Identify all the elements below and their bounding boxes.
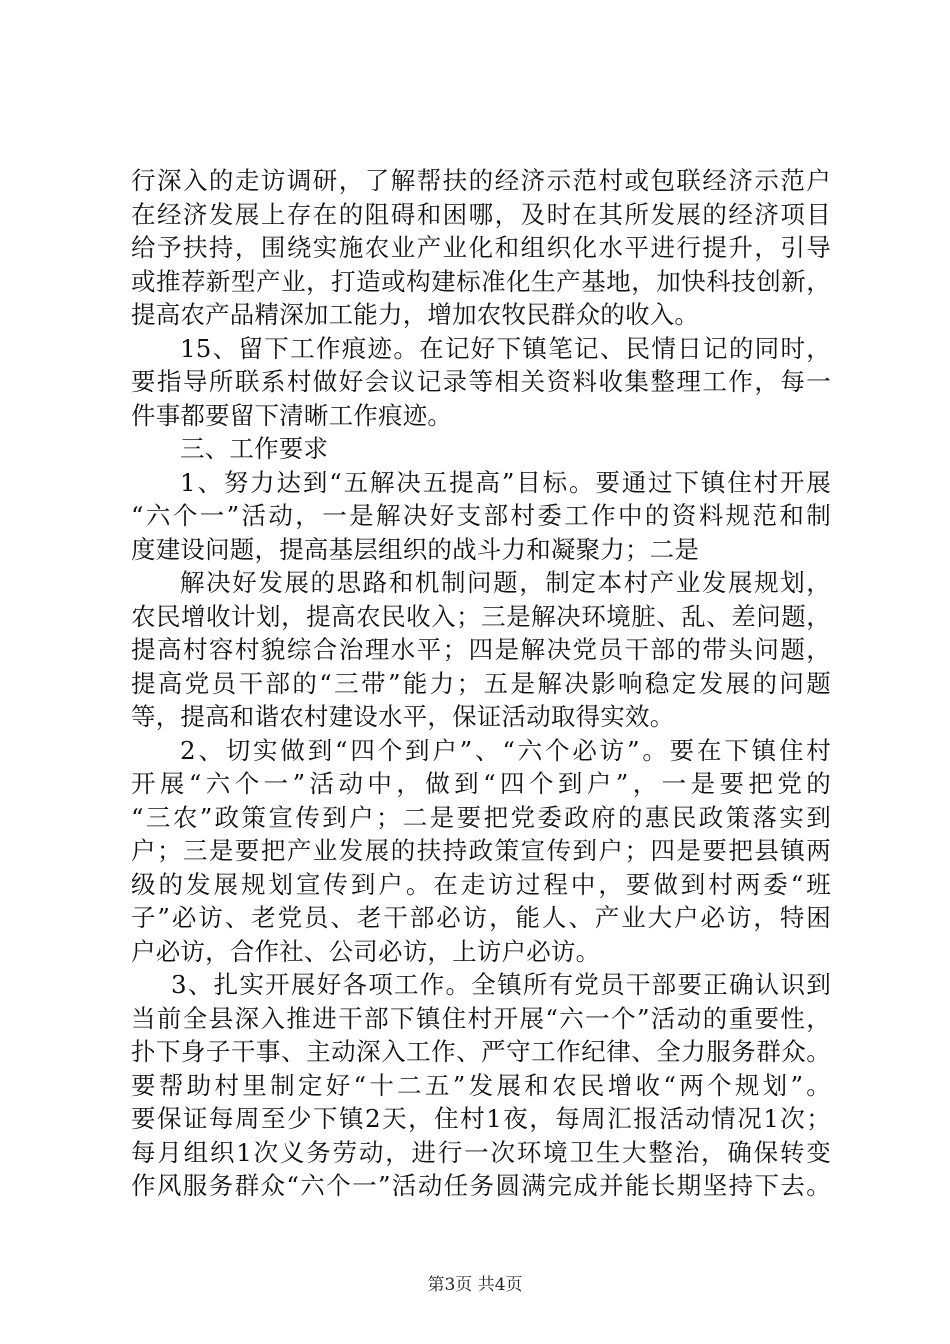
text-line: 户必访，合作社、公司必访，上访户必访。 <box>131 936 601 966</box>
text-line: 子”必访、老党员、老干部必访，能人、产业大户必访，特困 <box>131 903 831 932</box>
text-line: 当前全县深入推进干部下镇住村开展“六一个”活动的重要性， <box>131 1003 831 1033</box>
text-line: 件事都要留下清晰工作痕迹。 <box>131 400 453 430</box>
text-line: 作风服务群众“六个一”活动任务圆满完成并能长期坚持下去。 <box>131 1171 831 1200</box>
text-line: 或推荐新型产业，打造或构建标准化生产基地，加快科技创新， <box>131 266 831 296</box>
text-line: 开展“六个一”活动中，做到“四个到户”，一是要把党的 <box>131 769 831 798</box>
text-line: 给予扶持，围绕实施农业产业化和组织化水平进行提升，引导 <box>131 233 831 262</box>
text-line: 户；三是要把产业发展的扶持政策宣传到户；四是要把县镇两 <box>131 836 831 865</box>
document-body <box>131 164 831 1203</box>
text-line: 提高村容村貌综合治理水平；四是解决党员干部的带头问题， <box>131 635 831 664</box>
text-line: 农民增收计划，提高农民收入；三是解决环境脏、乱、差问题， <box>131 601 831 631</box>
text-line: 行深入的走访调研，了解帮扶的经济示范村或包联经济示范户 <box>131 166 831 195</box>
text-line: “六个一”活动，一是解决好支部村委工作中的资料规范和制 <box>131 501 831 530</box>
text-line: 度建设问题，提高基层组织的战斗力和凝聚力；二是 <box>131 534 700 564</box>
text-line: 在经济发展上存在的阻碍和困哪，及时在其所发展的经济项目 <box>131 199 831 229</box>
text-line: 要保证每周至少下镇2天，住村1夜，每周汇报活动情况1次； <box>131 1104 831 1133</box>
section-heading: 三、工作要求 <box>180 434 329 463</box>
text-line: 要指导所联系村做好会议记录等相关资料收集整理工作，每一 <box>131 367 831 396</box>
paragraph-start-line: 3、扎实开展好各项工作。全镇所有党员干部要正确认识到 <box>171 970 831 999</box>
text-line: 提高农产品精深加工能力，增加农牧民群众的收入。 <box>131 300 700 329</box>
text-line: 每月组织1次义务劳动，进行一次环境卫生大整治，确保转变 <box>131 1137 831 1167</box>
page-number-label: 第3页 共4页 <box>427 1275 523 1295</box>
text-line: 要帮助村里制定好“十二五”发展和农民增收“两个规划”。 <box>131 1070 831 1100</box>
text-line: 级的发展规划宣传到户。在走访过程中，要做到村两委“班 <box>131 869 831 899</box>
paragraph-start-line: 解决好发展的思路和机制问题，制定本村产业发展规划， <box>180 568 831 597</box>
text-line: “三农”政策宣传到户；二是要把党委政府的惠民政策落实到 <box>131 802 831 832</box>
paragraph-start-line: 1、努力达到“五解决五提高”目标。要通过下镇住村开展 <box>180 467 831 497</box>
paragraph-start-line: 15、留下工作痕迹。在记好下镇笔记、民情日记的同时， <box>180 333 831 363</box>
paragraph-start-line: 2、切实做到“四个到户”、“六个必访”。要在下镇住村 <box>180 735 831 765</box>
text-line: 等，提高和谐农村建设水平，保证活动取得实效。 <box>131 702 675 731</box>
text-line: 提高党员干部的“三带”能力；五是解决影响稳定发展的问题 <box>131 668 831 698</box>
page-footer <box>0 1274 950 1296</box>
text-line: 扑下身子干事、主动深入工作、严守工作纪律、全力服务群众。 <box>131 1037 831 1066</box>
